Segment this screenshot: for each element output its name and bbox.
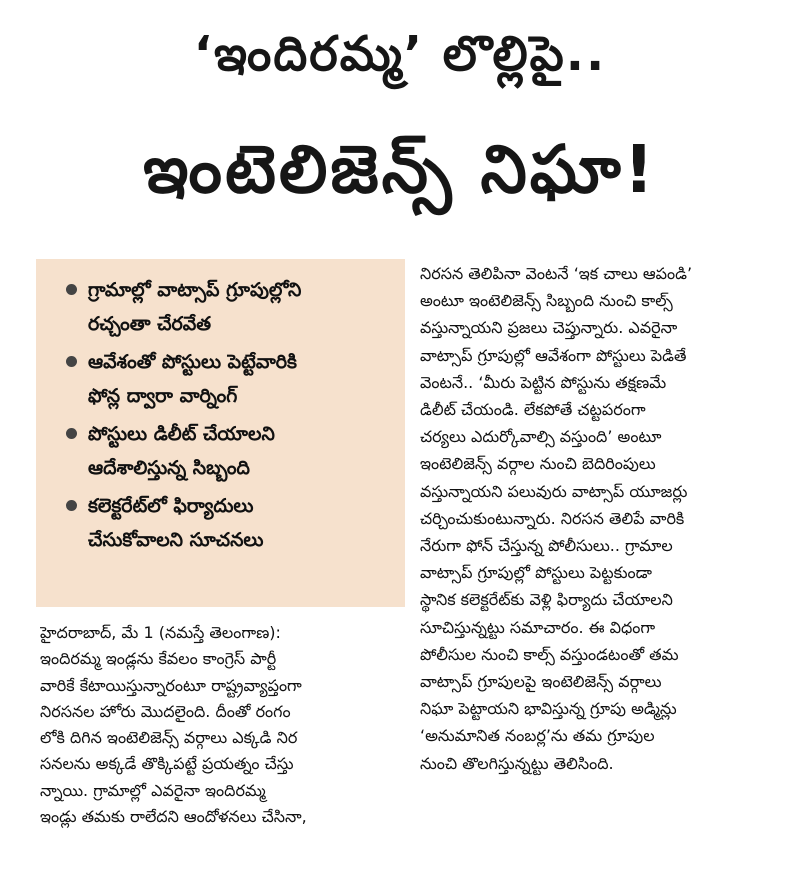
article-line: డిలీట్ చేయండి. లేకపోతే చట్టపరంగా xyxy=(420,400,646,420)
article-line: వాట్సాప్ గ్రూపుల్లో పోస్టులు పెట్టకుండా xyxy=(420,563,652,583)
highlight-item xyxy=(62,273,395,341)
highlight-line: ఫోన్ల ద్వారా వార్నింగ్ xyxy=(88,385,238,407)
article-line: నుంచి తొలగిస్తున్నట్టు తెలిసింది. xyxy=(420,753,614,773)
article-line: నేరుగా ఫోన్ చేస్తున్న పోలీసులు.. గ్రామాల xyxy=(420,536,673,556)
highlight-item xyxy=(62,489,395,557)
highlight-line: ఆవేశంతో పోస్టులు పెట్టేవారికి xyxy=(88,351,297,373)
article-line: నిఘా పెట్టాయని భావిస్తున్న గ్రూపు అడ్మిన్లు xyxy=(420,699,677,719)
highlight-item xyxy=(62,417,395,485)
article-line: ఇందిరమ్మ ఇండ్లను కేవలం కాంగ్రెస్ పార్టీ xyxy=(40,649,277,669)
headline-line-1: ‘ఇందిరమ్మ’ లొల్లిపై.. xyxy=(193,26,607,82)
highlight-line: రచ్చంతా చేరవేత xyxy=(88,313,212,335)
highlight-line: పోస్టులు డిలీట్ చేయాలని xyxy=(88,423,275,445)
article-line: చర్యలు ఎదుర్కోవాల్సి వస్తుంది’ అంటూ xyxy=(420,427,662,447)
article-line: పోలీసుల నుంచి కాల్స్ వస్తుండటంతో తమ xyxy=(420,644,679,664)
highlight-line: గ్రామాల్లో వాట్సాప్ గ్రూపుల్లోని xyxy=(88,279,302,301)
article-line: ఇంటెలిజెన్స్ వర్గాల నుంచి బెదిరింపులు xyxy=(420,454,656,474)
article-line: న్నాయి. గ్రామాల్లో ఎవరైనా ఇందిరమ్మ xyxy=(40,780,266,800)
article-line: సూచిస్తున్నట్టు సమాచారం. ఈ విధంగా xyxy=(420,617,656,637)
article-line: చర్చించుకుంటున్నారు. నిరసన తెలిపే వారికి xyxy=(420,508,685,528)
headline-line-2: ఇంటెలిజెన్స్ నిఘా! xyxy=(143,131,657,208)
article-line: ‘అనుమానిత నంబర్ల’ను తమ గ్రూపుల xyxy=(420,726,655,746)
article-line: వాట్సాప్ గ్రూపుల్లో ఆవేశంగా పోస్టులు పెడితే xyxy=(420,345,687,365)
highlight-line: కలెక్టరేట్‌లో ఫిర్యాదులు xyxy=(88,495,254,517)
article-line: లోకి దిగిన ఇంటెలిజెన్స్ వర్గాలు ఎక్కడి నిర xyxy=(40,728,298,748)
article-line: నిరసన తెలిపినా వెంటనే ‘ఇక చాలు ఆపండి’ xyxy=(420,264,693,283)
highlights-box xyxy=(36,259,405,607)
bullet-icon xyxy=(66,356,77,367)
article-line: స్థానిక కలెక్టరేట్‌కు వెళ్లి ఫిర్యాదు చేయాలని xyxy=(420,590,673,610)
article-right-column xyxy=(420,260,780,777)
bullet-icon xyxy=(66,500,77,511)
article-line: వారికే కేటాయిస్తున్నారంటూ రాష్ట్రవ్యాప్తంగా xyxy=(40,675,302,695)
article-line: నిరసనల హోరు మొదలైంది. దీంతో రంగం xyxy=(40,701,291,721)
article-line: అంటూ ఇంటెలిజెన్స్ సిబ్బంది నుంచి కాల్స్ xyxy=(420,291,673,311)
bullet-icon xyxy=(66,428,77,439)
article-left-column xyxy=(40,620,400,830)
highlight-item xyxy=(62,345,395,413)
article-line: ఇండ్లు తమకు రాలేదని ఆందోళనలు చేసినా, xyxy=(40,807,307,827)
article-line: వస్తున్నాయని పలువురు వాట్సాప్ యూజర్లు xyxy=(420,481,688,501)
highlight-line: చేసుకోవాలని సూచనలు xyxy=(88,529,264,551)
article-line: వస్తున్నాయని ప్రజలు చెప్తున్నారు. ఎవరైనా xyxy=(420,318,678,338)
article-line: వెంటనే.. ‘మీరు పెట్టిన పోస్టును తక్షణమే xyxy=(420,372,667,392)
article-line: వాట్సాప్ గ్రూపులపై ఇంటెలిజెన్స్ వర్గాలు xyxy=(420,672,662,692)
bullet-icon xyxy=(66,284,77,295)
highlight-line: ఆదేశాలిస్తున్న సిబ్బంది xyxy=(88,457,250,479)
dateline: హైదరాబాద్, మే 1 (నమస్తే తెలంగాణ): xyxy=(40,623,281,642)
article-line: సనలను అక్కడే తొక్కిపట్టే ప్రయత్నం చేస్తు xyxy=(40,754,294,774)
